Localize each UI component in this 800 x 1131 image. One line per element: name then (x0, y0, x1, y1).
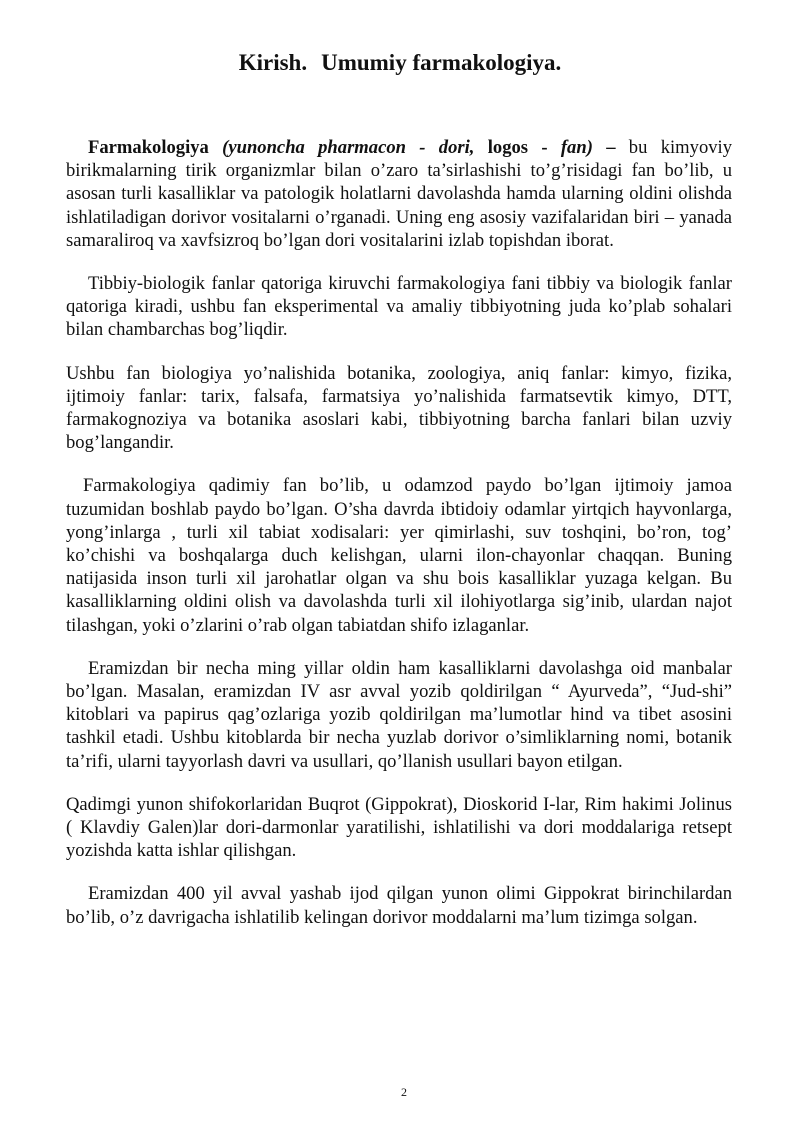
etymology-logos: logos (474, 137, 529, 158)
etymology-dash: - (528, 137, 561, 158)
term-farmakologiya: Farmakologiya (88, 137, 209, 158)
paragraph-ancient-sources: Eramizdan bir necha ming yillar oldin ham kasalliklarni davolashga oid manbalar bo’lgan. Masalan, eramizdan IV asr avval yozib qoldirilgan “ Ayurveda”, “Jud-shi” kitoblari va papirus qag’ozlariga yozib qoldirilgan ma’lumotlar hind va tibet asosini tashkil etadi. Ushbu kitoblarda bir necha yuzlab dorivor o’simliklarning nomi, botanik ta’rifi, ularni tayyorlash davri va usullari, qo’llanish usullari bayon etilgan. (66, 657, 732, 772)
etymology-fan: fan) (560, 137, 593, 158)
etymology-greek: (yunoncha pharmacon - dori, (208, 137, 475, 158)
paragraph-greek-physicians: Qadimgi yunon shifokorlaridan Buqrot (Gippokrat), Dioskorid I-lar, Rim hakimi Jolinus ( Klavdiy Galen)lar dori-darmonlar yaratilishi, ishlatilishi va dori moddalariga retsept yozishda katta ishlar qilishgan. (66, 793, 732, 862)
definition-dash: – (592, 137, 616, 158)
document-body (66, 136, 732, 929)
paragraph-related-sciences: Ushbu fan biologiya yo’nalishida botanika, zoologiya, aniq fanlar: kimyo, fizika, ijtimoiy fanlar: tarix, falsafa, farmatsiya yo’nalishida farmatsevtik kimyo, DTT, farmakognoziya va botanika asoslari kabi, tibbiyotning barcha fanlari bilan uzviy bog’langandir. (66, 362, 732, 454)
page-number: 2 (401, 1085, 407, 1099)
paragraph-biomedical: Tibbiy-biologik fanlar qatoriga kiruvchi farmakologiya fani tibbiy va biologik fanlar qatoriga kiradi, ushbu fan eksperimental va amaliy tibbiyotning juda ko’plab sohalari bilan chambarchas bog’liqdir. (66, 273, 732, 341)
paragraph-hippocrates: Eramizdan 400 yil avval yashab ijod qilgan yunon olimi Gippokrat birinchilardan bo’lib, o’z davrigacha ishlatilib kelingan dorivor moddalarni ma’lum tizimga solgan. (66, 883, 732, 928)
paragraph-ancient-origins: Farmakologiya qadimiy fan bo’lib, u odamzod paydo bo’lgan ijtimoiy jamoa tuzumidan boshlab paydo bo’lgan. O’sha davrda ibtidoiy odamlar yirtqich hayvonlarga, yong’inlarga , turli xil tabiat xodisalari: yer qimirlashi, suv toshqini, bo’ron, tog’ ko’chishi va boshqalarga duch kelishgan, ularni ilon-chayonlar chaqqan. Buning natijasida inson turli xil jarohatlar olgan va shu bois kasalliklar yuzaga kelgan. Bu kasalliklarning oldini olish va davolashda turli xil ilohiyotlarga sig’inib, ulardan najot tilashgan, yoki o’zlarini o’rab olgan tabiatdan shifo izlaganlar. (66, 475, 732, 636)
title-introduction: Kirish. (238, 50, 308, 75)
definition-text: bu kimyoviy birikmalarning tirik organizmlar bilan o’zaro ta’sirlashishi to’g’risidagi fan bo’lib, u asosan turli kasalliklar va patologik holatlarni davolashda hamda ularning oldini olishda ishlatiladigan dorivor vositalarni o’rganadi. Uning eng asosiy vazifalaridan biri – yanada samaraliroq va xavfsizroq bo’lgan dori vositalarini izlab topishdan iborat. (66, 137, 732, 251)
paragraph-definition (66, 136, 732, 252)
title-general-pharmacology: Umumiy farmakologiya. (321, 50, 562, 75)
page-title (0, 50, 800, 76)
